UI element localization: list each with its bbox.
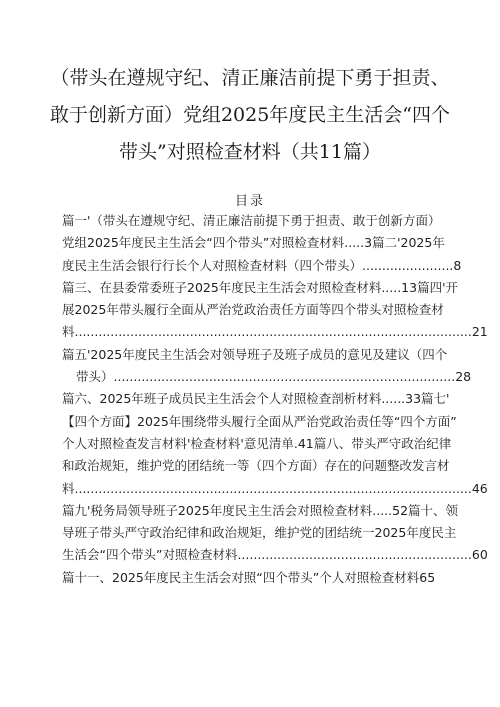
toc-line[interactable]: 料....................................................................................................46	[62, 480, 488, 496]
title-line: 敢于创新方面）党组2025年度民主生活会“四个	[49, 104, 451, 126]
toc-line[interactable]: 生活会“四个带头”对照检查材料...........................................................60	[62, 547, 488, 563]
toc-line[interactable]: 篇五'2025年度民主生活会对领导班子及班子成员的意见及建议（四个	[62, 346, 448, 362]
toc-line[interactable]: 料....................................................................................................21	[62, 324, 488, 340]
toc-line[interactable]: 篇九'税务局领导班子2025年度民主生活会对照检查材料.....52篇十、领	[62, 502, 459, 518]
title-line: （带头在遵规守纪、清正廉洁前提下勇于担责、	[50, 67, 450, 89]
toc-line[interactable]: 篇十一、2025年度民主生活会对照“四个带头”个人对照检查材料65	[62, 569, 436, 585]
toc-line[interactable]: 篇六、2025年班子成员民主生活会个人对照检查剖析材料......33篇七'	[62, 391, 450, 407]
table-of-contents	[62, 210, 488, 589]
toc-heading: 目录	[234, 194, 265, 209]
document-title	[40, 60, 460, 171]
toc-line[interactable]: 篇三、在县委常委班子2025年度民主生活会对照检查材料.....13篇四'开	[62, 279, 459, 295]
toc-line[interactable]: 导班子带头严守政治纪律和政治规矩，维护党的团结统一2025年度民主	[62, 525, 457, 541]
toc-line[interactable]: 和政治规矩，维护党的团结统一等（四个方面）存在的问题整改发言材	[62, 458, 450, 474]
toc-line[interactable]: 篇一'（带头在遵规守纪、清正廉洁前提下勇于担责、敢于创新方面）	[62, 213, 441, 228]
toc-line[interactable]: 【四个方面】2025年围绕带头履行全面从严治党政治责任等“四个方面”	[62, 413, 457, 429]
toc-line[interactable]: 个人对照检查发言材料'检查材料'意见清单.41篇八、带头严守政治纪律	[62, 435, 452, 451]
toc-line[interactable]: 度民主生活会银行行长个人对照检查材料（四个带头）.......................8	[62, 257, 462, 273]
toc-line[interactable]: 带头）......................................................................................28	[76, 369, 472, 385]
title-line: 带头”对照检查材料（共11篇）	[119, 141, 381, 163]
toc-line[interactable]: 党组2025年度民主生活会“四个带头”对照检查材料.....3篇二'2025年	[62, 235, 445, 251]
toc-line[interactable]: 展2025年带头履行全面从严治党政治责任方面等四个带头对照检查材	[62, 302, 444, 318]
